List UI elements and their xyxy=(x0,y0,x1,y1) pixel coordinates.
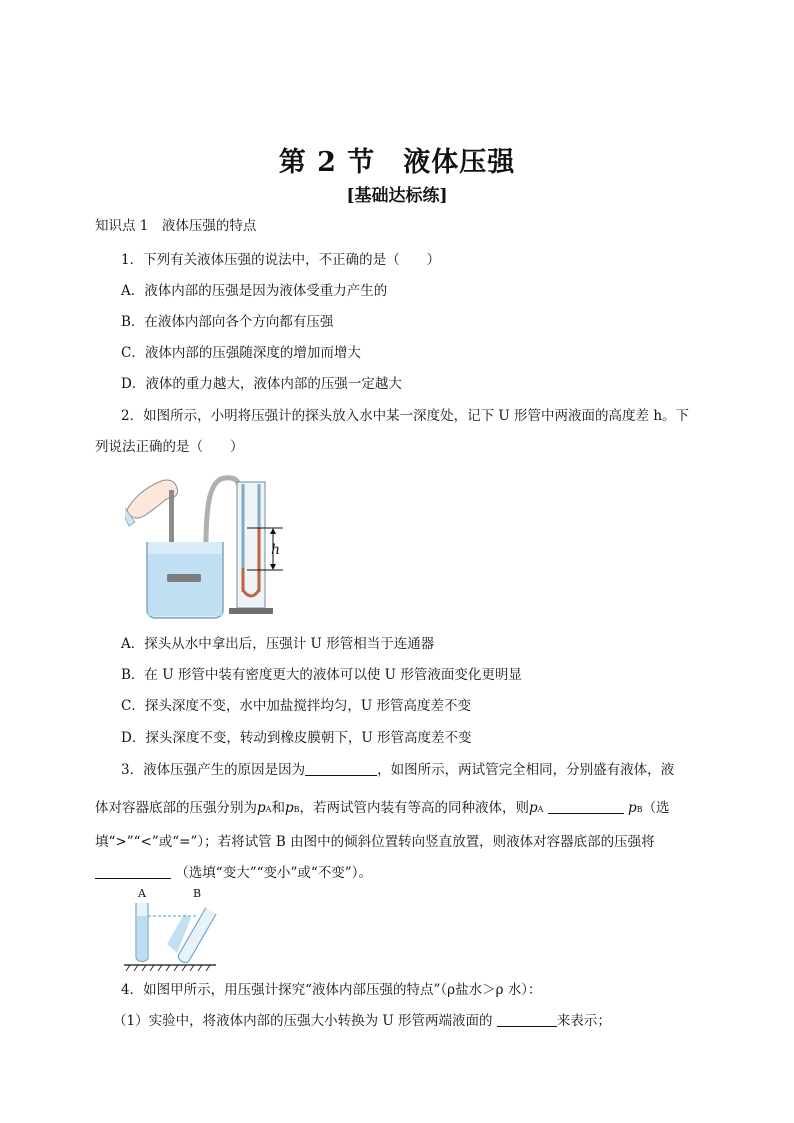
q1-stem: 1．下列有关液体压强的说法中，不正确的是（ ） xyxy=(121,252,441,268)
q4-stem: 4．如图甲所示，用压强计探究“液体内部压强的特点”（ρ盐水＞ρ 水）： xyxy=(121,982,542,998)
q4-part1-b: 来表示； xyxy=(556,1013,611,1029)
test-tubes-figure xyxy=(120,885,220,971)
q2-option-b: B．在 U 形管中装有密度更大的液体可以使 U 形管液面变化更明显 xyxy=(121,667,522,683)
h-label: h xyxy=(271,542,281,558)
ground-hatch xyxy=(126,965,210,971)
q3-line2-and: 和 xyxy=(271,800,285,816)
pressure-gauge-figure xyxy=(125,470,295,620)
q3-line2-b: ，若两试管内装有等高的同种液体，则 xyxy=(299,800,529,816)
q4-blank-1[interactable] xyxy=(497,1012,557,1027)
q1-option-c: C．液体内部的压强随深度的增加而增大 xyxy=(121,345,361,361)
tube-a-label: A xyxy=(138,887,146,900)
q3-line2-a: 体对容器底部的压强分别为 xyxy=(95,800,257,816)
q2-stem-line2: 列说法正确的是（ ） xyxy=(95,439,244,455)
q2-stem-line1: 2．如图所示，小明将压强计的探头放入水中某一深度处，记下 U 形管中两液面的高度差 h。下 xyxy=(121,408,690,424)
symbol-pa: pA xyxy=(257,800,272,816)
q3-blank-2[interactable] xyxy=(548,799,624,814)
section-label: 知识点 1 液体压强的特点 xyxy=(95,218,257,234)
q3-line1-a: 3．液体压强产生的原因是因为 xyxy=(121,762,306,778)
q3-line3: 填“>”“<”或“=”）；若将试管 B 由图中的倾斜位置转向竖直放置，则液体对容器底部的压强将 xyxy=(95,834,655,850)
q3-line1 xyxy=(121,761,674,779)
q3-line2-c: （选 xyxy=(642,800,670,816)
q2-option-d: D．探头深度不变，转动到橡皮膜朝下，U 形管高度差不变 xyxy=(121,730,472,746)
q3-line1-b: ，如图所示，两试管完全相同，分别盛有液体，液 xyxy=(377,762,675,778)
beaker-water xyxy=(148,554,222,616)
q3-line2 xyxy=(95,799,670,819)
q3-line4-text: （选填“变大”“变小”或“不变”）。 xyxy=(175,865,372,881)
q1-option-a: A．液体内部的压强是因为液体受重力产生的 xyxy=(121,283,388,299)
probe-head xyxy=(167,574,201,582)
tube-a-liquid xyxy=(137,916,147,961)
page-title: 第 2 节 液体压强 xyxy=(278,147,516,178)
q2-option-c: C．探头深度不变，水中加盐搅拌均匀，U 形管高度差不变 xyxy=(121,698,471,714)
page-subtitle: [基础达标练] xyxy=(346,186,448,206)
symbol-pb-2: pB xyxy=(628,800,643,816)
symbol-pb: pB xyxy=(284,800,300,816)
q1-option-b: B．在液体内部向各个方向都有压强 xyxy=(121,314,334,330)
u-tube-board xyxy=(237,482,265,608)
q3-blank-1[interactable] xyxy=(305,761,377,776)
q3-blank-3[interactable] xyxy=(95,864,171,879)
tube-b-label: B xyxy=(193,887,202,900)
q1-option-d: D．液体的重力越大，液体内部的压强一定越大 xyxy=(121,376,402,392)
stand-base xyxy=(229,608,273,614)
q2-option-a: A．探头从水中拿出后，压强计 U 形管相当于连通器 xyxy=(121,636,435,652)
q4-part1-a: （1）实验中，将液体内部的压强大小转换为 U 形管两端液面的 xyxy=(113,1013,493,1029)
q4-part1 xyxy=(113,1012,611,1030)
q3-line4 xyxy=(95,864,372,882)
symbol-pa-2: pA xyxy=(528,800,544,816)
